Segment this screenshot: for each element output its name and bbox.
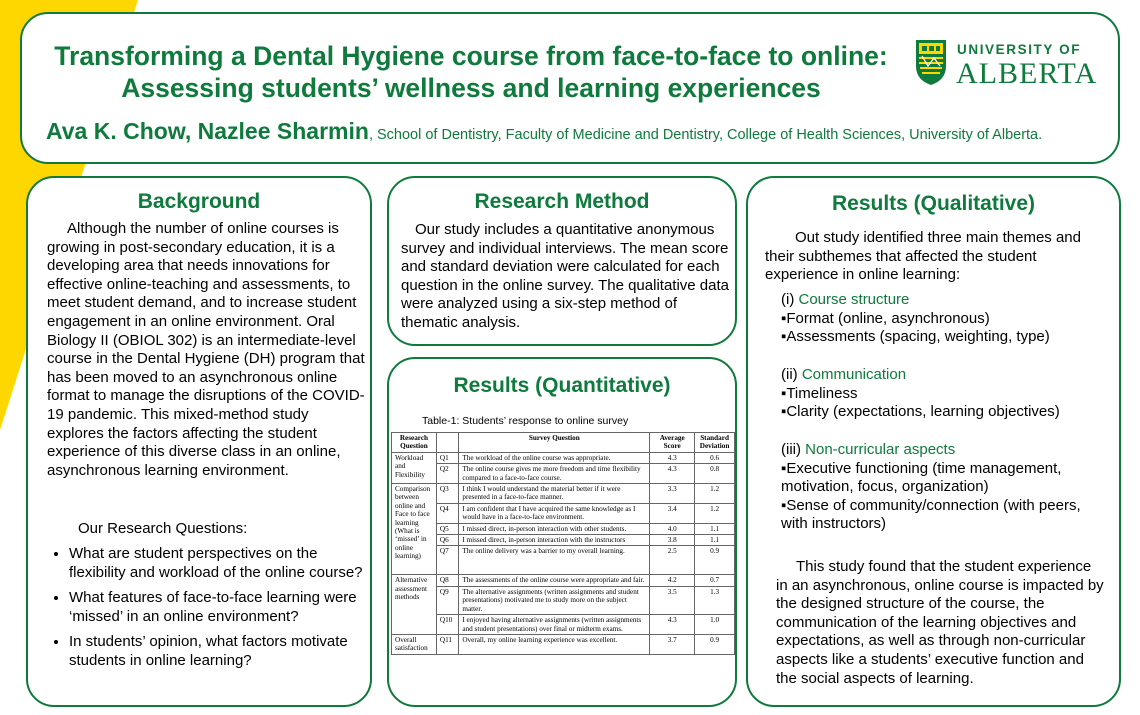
table-row (392, 535, 735, 546)
question-id: Q3 (436, 484, 458, 504)
background-paragraph: Although the number of online courses is growing in post-secondary education, it is a developing area that needs innovations for effective online-teaching and assessments, to meet student demand, and to increase student engagement in an online environment. Oral Biology II (OBIOL 302) is an intermediate-level course in the Dental Hygiene (DH) program that has been moved to an asynchronous online format to manage the disruptions of the COVID-19 pandemic. This mixed-method study explores the factors affecting the student experience of this diverse class in an online, asynchronous learning environment. (47, 220, 365, 479)
question-id: Q10 (436, 615, 458, 635)
group-label: Alternative assessment methods (392, 575, 437, 634)
theme-number: (i) (781, 291, 799, 308)
qualitative-intro: Out study identified three main themes and their subthemes that affected the student experience in online learning: (765, 229, 1081, 284)
theme-title: Non-curricular aspects (805, 441, 956, 458)
background-panel (26, 176, 372, 707)
standard-deviation: 1.3 (695, 586, 735, 614)
average-score: 3.3 (650, 484, 695, 504)
average-score: 2.5 (650, 546, 695, 575)
subtheme: ▪Sense of community/connection (with peers, with instructors) (781, 496, 1081, 533)
results-qualitative-heading: Results (Qualitative) (831, 192, 1036, 215)
background-heading: Background (137, 190, 261, 213)
question-text: I enjoyed having alternative assignments (written assignments and student presentations) over final or midterm exams. (459, 615, 650, 635)
table-header-row (392, 433, 735, 453)
header-banner (20, 12, 1120, 164)
question-text: The workload of the online course was appropriate. (459, 452, 650, 463)
question-text: I missed direct, in-person interaction with other students. (459, 523, 650, 534)
table-row (392, 575, 735, 586)
average-score: 4.3 (650, 615, 695, 635)
theme-course-structure (781, 291, 1111, 347)
question-text: I think I would understand the material better if it were presented in a face-to-face manner. (459, 484, 650, 504)
column-header: Average Score (650, 433, 695, 453)
standard-deviation: 1.2 (695, 484, 735, 504)
question-text: Overall, my online learning experience was excellent. (459, 634, 650, 654)
author-names: Ava K. Chow, Nazlee Sharmin (46, 118, 369, 144)
question-text: The online delivery was a barrier to my overall learning. (459, 546, 650, 575)
question-id: Q11 (436, 634, 458, 654)
research-method-panel (387, 176, 737, 346)
author-line (46, 118, 1042, 145)
standard-deviation: 1.2 (695, 503, 735, 523)
standard-deviation: 1.1 (695, 535, 735, 546)
question-id: Q4 (436, 503, 458, 523)
average-score: 3.7 (650, 634, 695, 654)
column-header: Survey Question (459, 433, 650, 453)
standard-deviation: 0.8 (695, 464, 735, 484)
subtheme: ▪Format (online, asynchronous) (781, 309, 990, 327)
question-id: Q9 (436, 586, 458, 614)
table-row (392, 586, 735, 614)
column-header: Standard Deviation (695, 433, 735, 453)
table-row (392, 464, 735, 484)
column-header: Research Question (392, 433, 437, 453)
subtheme: ▪Timeliness (781, 384, 858, 402)
research-method-heading: Research Method (474, 190, 650, 213)
list-item: • What features of face-to-face learning were ‘missed’ in an online environment? (69, 589, 369, 626)
table-row (392, 634, 735, 654)
table-row (392, 615, 735, 635)
theme-title: Communication (801, 366, 907, 383)
research-method-paragraph: Our study includes a quantitative anonymous survey and individual interviews. The mean score and standard deviation were calculated for each question in the online survey. The qualitative data were analyzed using a six-step method of thematic analysis. (401, 221, 729, 331)
group-label: Overall satisfaction (392, 634, 437, 654)
table-row (392, 546, 735, 575)
theme-number: (iii) (781, 441, 806, 458)
group-label: Comparison between online and Face to face learning (What is ‘missed’ in online learning) (392, 484, 437, 575)
results-quantitative-panel (387, 357, 737, 707)
university-shield-icon (914, 38, 948, 86)
standard-deviation: 0.6 (695, 452, 735, 463)
theme-title: Course structure (798, 291, 910, 308)
question-id: Q2 (436, 464, 458, 484)
question-id: Q8 (436, 575, 458, 586)
qualitative-conclusion: This study found that the student experience in an asynchronous, online course is impacted by the designed structure of the course, the communication of the learning objectives and expectations, as well as through non-curricular aspects like a students’ executive function and the social aspects of learning. (776, 558, 1104, 687)
average-score: 3.5 (650, 586, 695, 614)
question-id: Q5 (436, 523, 458, 534)
group-label: Workload and Flexibility (392, 452, 437, 483)
question-text: I am confident that I have acquired the same knowledge as I would have in a face-to-face environment. (459, 503, 650, 523)
table-row (392, 503, 735, 523)
table-row (392, 452, 735, 463)
average-score: 4.0 (650, 523, 695, 534)
average-score: 3.4 (650, 503, 695, 523)
standard-deviation: 1.0 (695, 615, 735, 635)
logo-alberta: ALBERTA (956, 57, 1098, 90)
standard-deviation: 0.7 (695, 575, 735, 586)
question-id: Q1 (436, 452, 458, 463)
logo-university-of: UNIVERSITY OF (957, 42, 1082, 57)
average-score: 4.3 (650, 464, 695, 484)
theme-communication (781, 366, 1111, 422)
standard-deviation: 0.9 (695, 546, 735, 575)
standard-deviation: 1.1 (695, 523, 735, 534)
survey-table (391, 432, 735, 655)
list-item: • In students’ opinion, what factors motivate students in online learning? (69, 633, 369, 670)
subtheme: ▪Clarity (expectations, learning objectives) (781, 403, 1060, 421)
table-caption: Table-1: Students’ response to online survey (422, 415, 629, 427)
column-header (436, 433, 458, 453)
standard-deviation: 0.9 (695, 634, 735, 654)
question-text: The assessments of the online course were appropriate and fair. (459, 575, 650, 586)
question-text: I missed direct, in-person interaction with the instructors (459, 535, 650, 546)
theme-number: (ii) (781, 366, 802, 383)
university-logo (914, 38, 1104, 102)
results-qualitative-panel (746, 176, 1121, 707)
list-item: • What are student perspectives on the flexibility and workload of the online course? (69, 545, 369, 582)
average-score: 3.8 (650, 535, 695, 546)
average-score: 4.3 (650, 452, 695, 463)
table-row (392, 523, 735, 534)
theme-non-curricular (781, 441, 1101, 534)
subtheme: ▪Assessments (spacing, weighting, type) (781, 328, 1050, 346)
results-quantitative-heading: Results (Quantitative) (453, 374, 671, 397)
research-questions-list (31, 545, 369, 678)
poster-title: Transforming a Dental Hygiene course from face-to-face to online: Assessing students’ wellness and learning experiences (54, 41, 888, 103)
author-affiliation: , School of Dentistry, Faculty of Medicine and Dentistry, College of Health Sciences, University of Alberta. (368, 127, 1043, 143)
question-id: Q6 (436, 535, 458, 546)
average-score: 4.2 (650, 575, 695, 586)
question-text: The online course gives me more freedom and time flexibility compared to a face-to-face course. (459, 464, 650, 484)
subtheme: ▪Executive functioning (time management, motivation, focus, organization) (781, 459, 1062, 496)
question-id: Q7 (436, 546, 458, 575)
research-questions-heading: Our Research Questions: (78, 520, 248, 537)
question-text: The alternative assignments (written assignments and student presentations) motivated me to study more on the subject matter. (459, 586, 650, 614)
table-row (392, 484, 735, 504)
